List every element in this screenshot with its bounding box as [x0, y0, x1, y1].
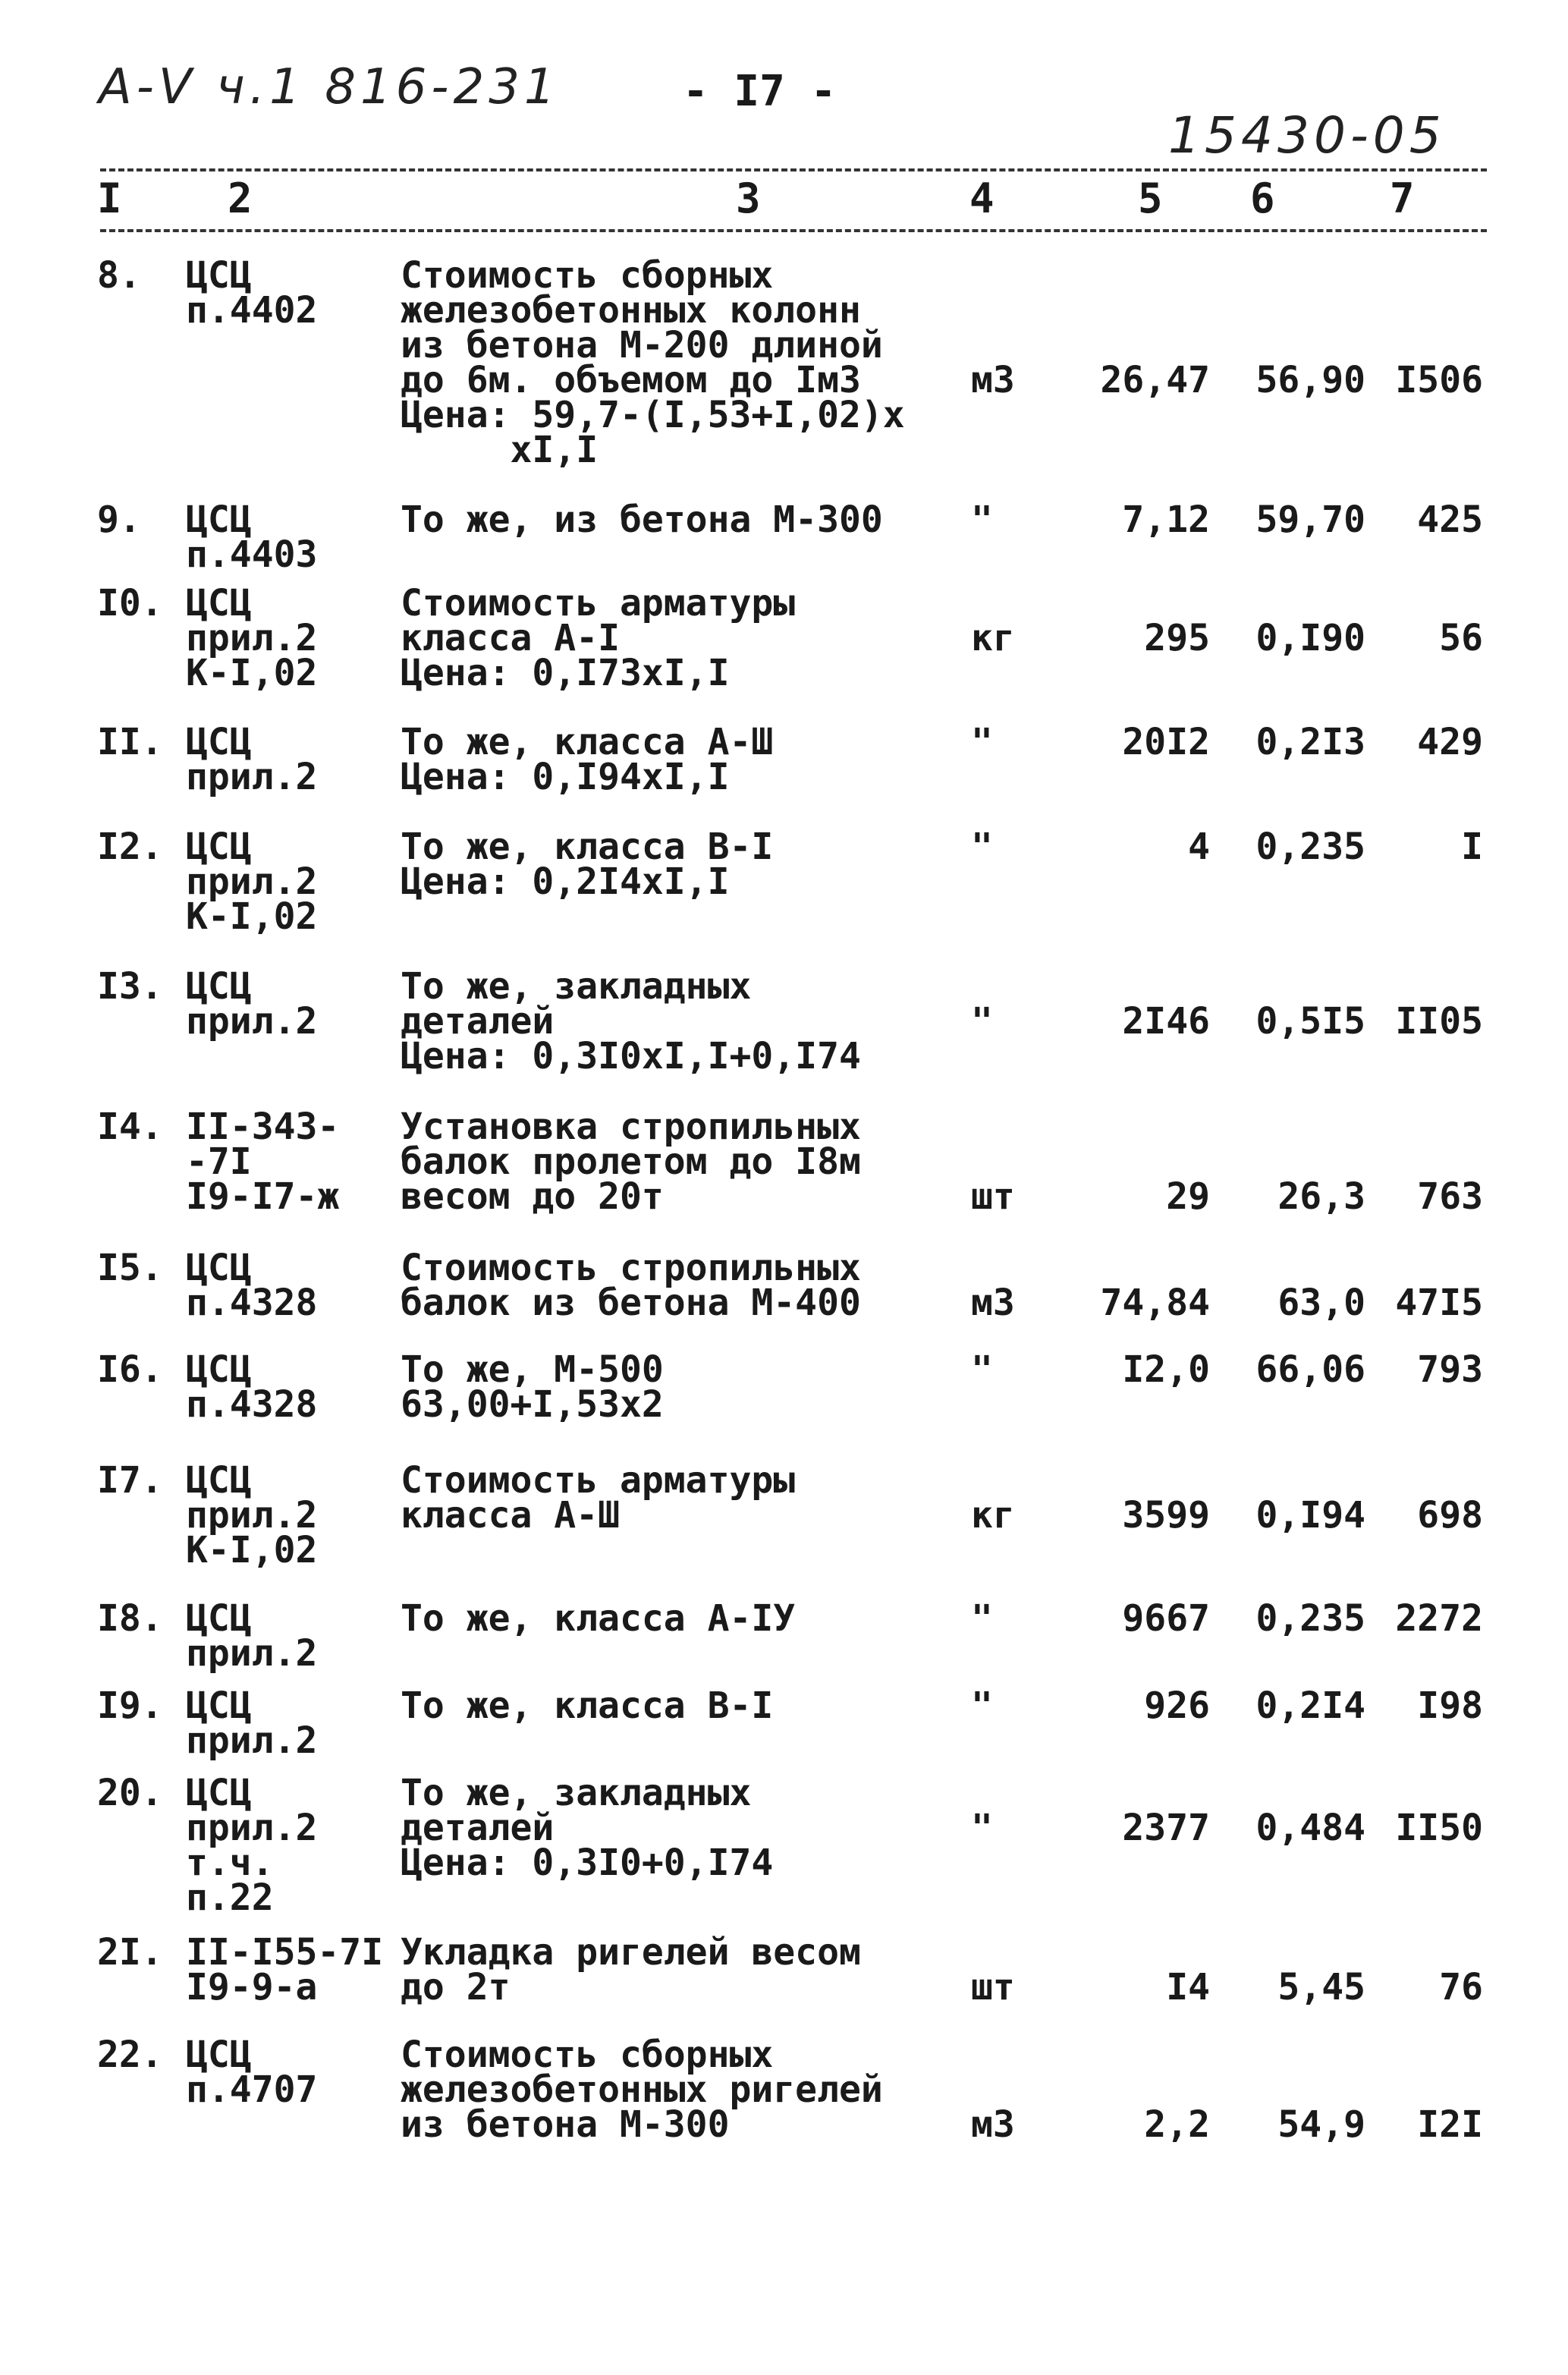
header-divider-top [100, 168, 1487, 171]
cell-num: 9. [97, 499, 141, 541]
cell-code: II-I55-7I I9-9-а [186, 1931, 384, 2009]
cell-total: I98 [1417, 1685, 1483, 1727]
cell-qty: 4 [1188, 826, 1210, 868]
cell-num: I2. [97, 826, 163, 868]
cell-qty: 295 [1144, 617, 1210, 659]
cell-desc: То же, из бетона М-300 [401, 499, 883, 541]
cell-price: 26,3 [1277, 1175, 1365, 1218]
cell-unit: м3 [971, 2103, 1015, 2146]
cell-total: II50 [1395, 1807, 1483, 1849]
cell-code: ЦСЦ п.4707 [186, 2034, 318, 2111]
cell-qty: 2377 [1122, 1807, 1210, 1849]
cell-total: 698 [1417, 1494, 1483, 1537]
cell-num: II. [97, 721, 163, 763]
cell-price: 66,06 [1255, 1348, 1365, 1391]
cell-total: 56 [1439, 617, 1483, 659]
cell-code: ЦСЦ прил.2 [186, 1597, 318, 1675]
column-number-7: 7 [1390, 175, 1415, 222]
cell-desc: Стоимость стропильных балок из бетона М-400 [401, 1247, 861, 1324]
cell-qty: 7,12 [1122, 499, 1210, 541]
cell-qty: 926 [1144, 1685, 1210, 1727]
column-number-5: 5 [1138, 175, 1163, 222]
cell-total: II05 [1395, 1000, 1483, 1043]
cell-desc: То же, класса В-I [401, 1685, 774, 1727]
cell-desc: Стоимость сборных железобетонных ригелей из бетона М-300 [401, 2034, 883, 2146]
cell-desc: То же, закладных деталей Цена: 0,3I0хI,I+0,I74 [401, 965, 861, 1077]
cell-num: 8. [97, 254, 141, 297]
cell-desc: Установка стропильных балок пролетом до I8м весом до 20т [401, 1106, 861, 1218]
cell-price: 0,484 [1255, 1807, 1365, 1849]
cell-qty: I2,0 [1122, 1348, 1210, 1391]
cell-code: ЦСЦ прил.2 [186, 721, 318, 798]
cell-num: I8. [97, 1597, 163, 1640]
cell-code: ЦСЦ п.4328 [186, 1247, 318, 1324]
cell-qty: I4 [1166, 1966, 1210, 2009]
cell-qty: 20I2 [1122, 721, 1210, 763]
cell-code: ЦСЦ п.4403 [186, 499, 318, 576]
cell-qty: 29 [1166, 1175, 1210, 1218]
cell-price: 0,2I4 [1255, 1685, 1365, 1727]
cell-total: I2I [1417, 2103, 1483, 2146]
column-number-6: 6 [1250, 175, 1275, 222]
cell-unit: " [971, 499, 993, 541]
cell-total: I506 [1395, 359, 1483, 401]
cell-desc: То же, закладных деталей Цена: 0,3I0+0,I74 [401, 1772, 774, 1884]
column-number-4: 4 [969, 175, 995, 222]
cell-unit: шт [971, 1966, 1015, 2009]
cell-num: 2I. [97, 1931, 163, 1974]
cell-code: ЦСЦ прил.2 [186, 965, 318, 1043]
cell-price: 56,90 [1255, 359, 1365, 401]
handwritten-code-left: А-V ч.1 816-231 [99, 59, 560, 115]
cell-code: ЦСЦ п.4328 [186, 1348, 318, 1426]
cell-code: II-343- -7I I9-I7-ж [186, 1106, 340, 1218]
cell-qty: 2I46 [1122, 1000, 1210, 1043]
page-number: - I7 - [683, 67, 837, 116]
cell-qty: 9667 [1122, 1597, 1210, 1640]
cell-qty: 2,2 [1144, 2103, 1210, 2146]
cell-unit: " [971, 1348, 993, 1391]
cell-desc: То же, М-500 63,00+I,53х2 [401, 1348, 664, 1426]
cell-unit: м3 [971, 359, 1015, 401]
cell-unit: " [971, 1807, 993, 1849]
cell-desc: То же, класса А-Ш Цена: 0,I94хI,I [401, 721, 774, 798]
cell-code: ЦСЦ прил.2 К-I,02 [186, 582, 318, 694]
cell-price: 0,235 [1255, 1597, 1365, 1640]
column-number-3: 3 [736, 175, 761, 222]
cell-qty: 3599 [1122, 1494, 1210, 1537]
cell-num: 22. [97, 2034, 163, 2076]
cell-total: 429 [1417, 721, 1483, 763]
cell-num: I5. [97, 1247, 163, 1289]
cell-code: ЦСЦ п.4402 [186, 254, 318, 332]
cell-desc: То же, класса А-IУ [401, 1597, 796, 1640]
cell-unit: " [971, 1000, 993, 1043]
cell-unit: шт [971, 1175, 1015, 1218]
cell-code: ЦСЦ прил.2 К-I,02 [186, 1459, 318, 1571]
cell-unit: " [971, 721, 993, 763]
cell-price: 0,2I3 [1255, 721, 1365, 763]
cell-price: 59,70 [1255, 499, 1365, 541]
cell-num: I0. [97, 582, 163, 624]
cell-total: 425 [1417, 499, 1483, 541]
cell-desc: Стоимость арматуры класса А-I Цена: 0,I73хI,I [401, 582, 796, 694]
cell-unit: " [971, 826, 993, 868]
cell-price: 0,5I5 [1255, 1000, 1365, 1043]
cell-price: 0,I94 [1255, 1494, 1365, 1537]
cell-num: I7. [97, 1459, 163, 1502]
cell-price: 0,235 [1255, 826, 1365, 868]
header-divider-bottom [100, 229, 1487, 232]
cell-total: 793 [1417, 1348, 1483, 1391]
cell-desc: Стоимость арматуры класса А-Ш [401, 1459, 796, 1537]
cell-desc: Стоимость сборных железобетонных колонн из бетона М-200 длиной до 6м. объемом до Iм3 Цена: 59,7-(I,53+I,02)х хI,I [401, 254, 905, 471]
cell-unit: кг [971, 617, 1015, 659]
cell-qty: 74,84 [1100, 1282, 1210, 1324]
cell-total: 2272 [1395, 1597, 1483, 1640]
cell-code: ЦСЦ прил.2 [186, 1685, 318, 1762]
cell-unit: м3 [971, 1282, 1015, 1324]
column-number-2: 2 [228, 175, 253, 222]
cell-num: I3. [97, 965, 163, 1008]
cell-total: 763 [1417, 1175, 1483, 1218]
cell-num: I4. [97, 1106, 163, 1148]
cell-desc: Укладка ригелей весом до 2т [401, 1931, 861, 2009]
cell-price: 0,I90 [1255, 617, 1365, 659]
cell-code: ЦСЦ прил.2 К-I,02 [186, 826, 318, 938]
cell-price: 63,0 [1277, 1282, 1365, 1324]
cell-total: I [1461, 826, 1483, 868]
cell-qty: 26,47 [1100, 359, 1210, 401]
cell-price: 54,9 [1277, 2103, 1365, 2146]
cell-num: I9. [97, 1685, 163, 1727]
cell-num: I6. [97, 1348, 163, 1391]
cell-price: 5,45 [1277, 1966, 1365, 2009]
cell-unit: " [971, 1685, 993, 1727]
column-number-1: I [97, 175, 122, 222]
cell-desc: То же, класса В-I Цена: 0,2I4хI,I [401, 826, 774, 903]
handwritten-code-right: 15430-05 [1168, 106, 1446, 165]
cell-code: ЦСЦ прил.2 т.ч. п.22 [186, 1772, 318, 1919]
cell-total: 47I5 [1395, 1282, 1483, 1324]
cell-total: 76 [1439, 1966, 1483, 2009]
cell-unit: " [971, 1597, 993, 1640]
cell-unit: кг [971, 1494, 1015, 1537]
cell-num: 20. [97, 1772, 163, 1814]
